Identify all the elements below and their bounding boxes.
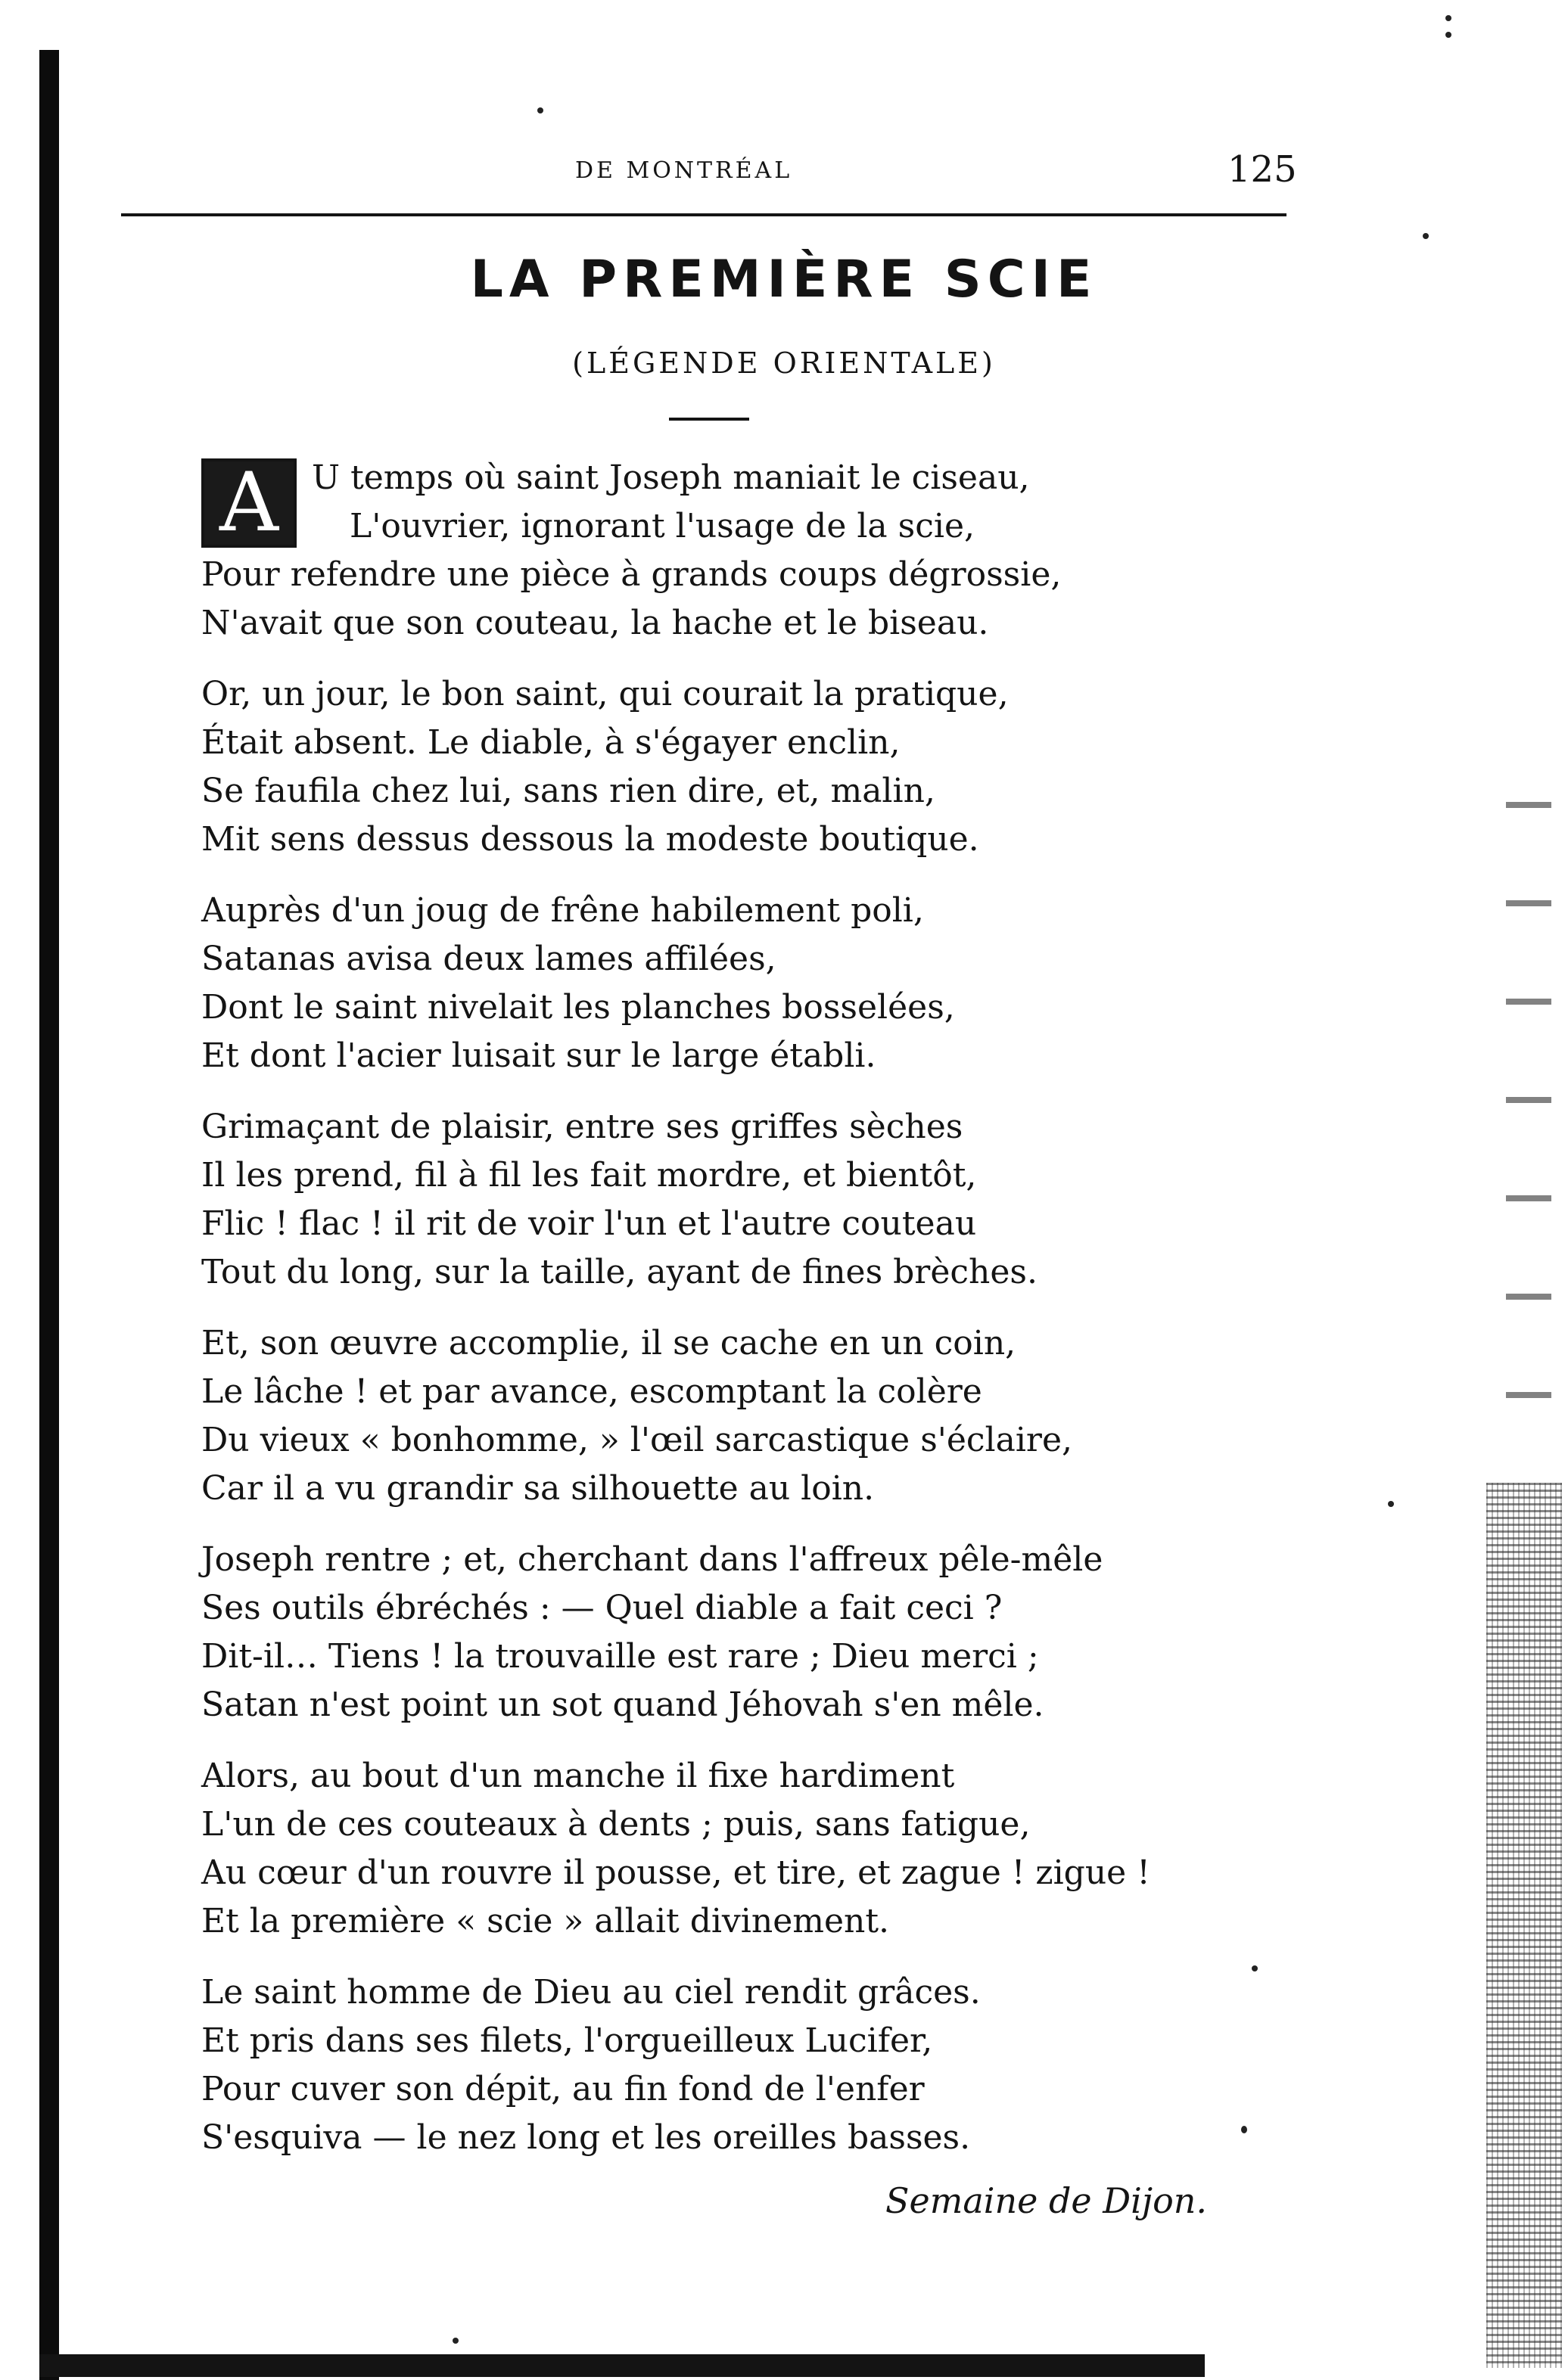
poem-line: Et pris dans ses filets, l'orgueilleux Lucifer, bbox=[201, 2021, 933, 2060]
scan-speck bbox=[1423, 233, 1429, 239]
stanza bbox=[201, 887, 1427, 1080]
poem-line: Du vieux « bonhomme, » l'œil sarcastique s'éclaire, bbox=[201, 1421, 1072, 1459]
scan-speck bbox=[1445, 15, 1451, 21]
poem-line: L'ouvrier, ignorant l'usage de la scie, bbox=[350, 507, 975, 545]
poem-line: L'un de ces couteaux à dents ; puis, sans fatigue, bbox=[201, 1805, 1031, 1844]
poem-line: Satan n'est point un sot quand Jéhovah s'en mêle. bbox=[201, 1686, 1044, 1724]
poem-line: U temps où saint Joseph maniait le ciseau, bbox=[312, 458, 1030, 497]
scan-speck bbox=[537, 107, 543, 113]
poem-line: Dont le saint nivelait les planches bosselées, bbox=[201, 988, 955, 1027]
poem-line: N'avait que son couteau, la hache et le biseau. bbox=[201, 604, 989, 642]
scan-speck bbox=[453, 2338, 459, 2344]
stanza bbox=[201, 1103, 1427, 1297]
stanza bbox=[201, 1752, 1427, 1946]
poem-line: Au cœur d'un rouvre il pousse, et tire, et zague ! zigue ! bbox=[201, 1853, 1150, 1892]
poem-line: S'esquiva — le nez long et les oreilles basses. bbox=[201, 2118, 971, 2157]
poem-line: Et la première « scie » allait divinement. bbox=[201, 1902, 890, 1940]
poem-line: Alors, au bout d'un manche il fixe hardiment bbox=[201, 1757, 955, 1795]
stanza bbox=[201, 1319, 1427, 1513]
poem-subtitle: (LÉGENDE ORIENTALE) bbox=[572, 346, 996, 380]
page-number: 125 bbox=[1227, 148, 1297, 191]
poem-line: Pour refendre une pièce à grands coups dégrossie, bbox=[201, 555, 1062, 594]
poem-line: Ses outils ébréchés : — Quel diable a fait ceci ? bbox=[201, 1589, 1003, 1627]
poem-line: Flic ! flac ! il rit de voir l'un et l'autre couteau bbox=[201, 1204, 977, 1243]
poem-line: Le lâche ! et par avance, escomptant la colère bbox=[201, 1372, 982, 1411]
header-rule bbox=[121, 213, 1286, 216]
poem-line: Pour cuver son dépit, au fin fond de l'enfer bbox=[201, 2070, 925, 2108]
binding-shadow-left bbox=[39, 50, 59, 2380]
poem-line: Et, son œuvre accomplie, il se cache en un coin, bbox=[201, 1324, 1016, 1362]
poem-body bbox=[201, 454, 1427, 2185]
poem-line: Mit sens dessus dessous la modeste boutique. bbox=[201, 820, 979, 859]
source-attribution: Semaine de Dijon. bbox=[885, 2180, 1208, 2221]
poem-line: Satanas avisa deux lames affilées, bbox=[201, 940, 776, 978]
page-edge-noise bbox=[1486, 1483, 1562, 2368]
stanza bbox=[201, 454, 1427, 648]
page-edge-marks bbox=[1506, 757, 1551, 1468]
poem-line: Se faufila chez lui, sans rien dire, et, malin, bbox=[201, 772, 935, 810]
running-head: DE MONTRÉAL bbox=[575, 157, 793, 184]
poem-line: Le saint homme de Dieu au ciel rendit grâces. bbox=[201, 1973, 981, 2012]
poem-line: Grimaçant de plaisir, entre ses griffes sèches bbox=[201, 1108, 963, 1146]
poem-line: Joseph rentre ; et, cherchant dans l'affreux pêle-mêle bbox=[201, 1540, 1103, 1579]
stanza bbox=[201, 1968, 1427, 2162]
poem-line: Dit-il… Tiens ! la trouvaille est rare ; Dieu merci ; bbox=[201, 1637, 1039, 1676]
drop-cap: A bbox=[201, 458, 297, 548]
scan-speck bbox=[1445, 32, 1451, 38]
poem-line: Car il a vu grandir sa silhouette au loin. bbox=[201, 1469, 875, 1508]
poem-line: Or, un jour, le bon saint, qui courait la pratique, bbox=[201, 675, 1009, 713]
poem-line: Était absent. Le diable, à s'égayer enclin, bbox=[201, 723, 901, 762]
stanza bbox=[201, 1536, 1427, 1729]
poem-line: Et dont l'acier luisait sur le large établi. bbox=[201, 1036, 876, 1075]
poem-line: Il les prend, fil à fil les fait mordre, et bientôt, bbox=[201, 1156, 977, 1195]
poem-title: LA PREMIÈRE SCIE bbox=[470, 250, 1098, 309]
poem-line: Auprès d'un joug de frêne habilement poli, bbox=[201, 891, 924, 930]
stanza bbox=[201, 670, 1427, 864]
title-rule bbox=[669, 418, 749, 421]
poem-line: Tout du long, sur la taille, ayant de fines brèches. bbox=[201, 1253, 1038, 1291]
